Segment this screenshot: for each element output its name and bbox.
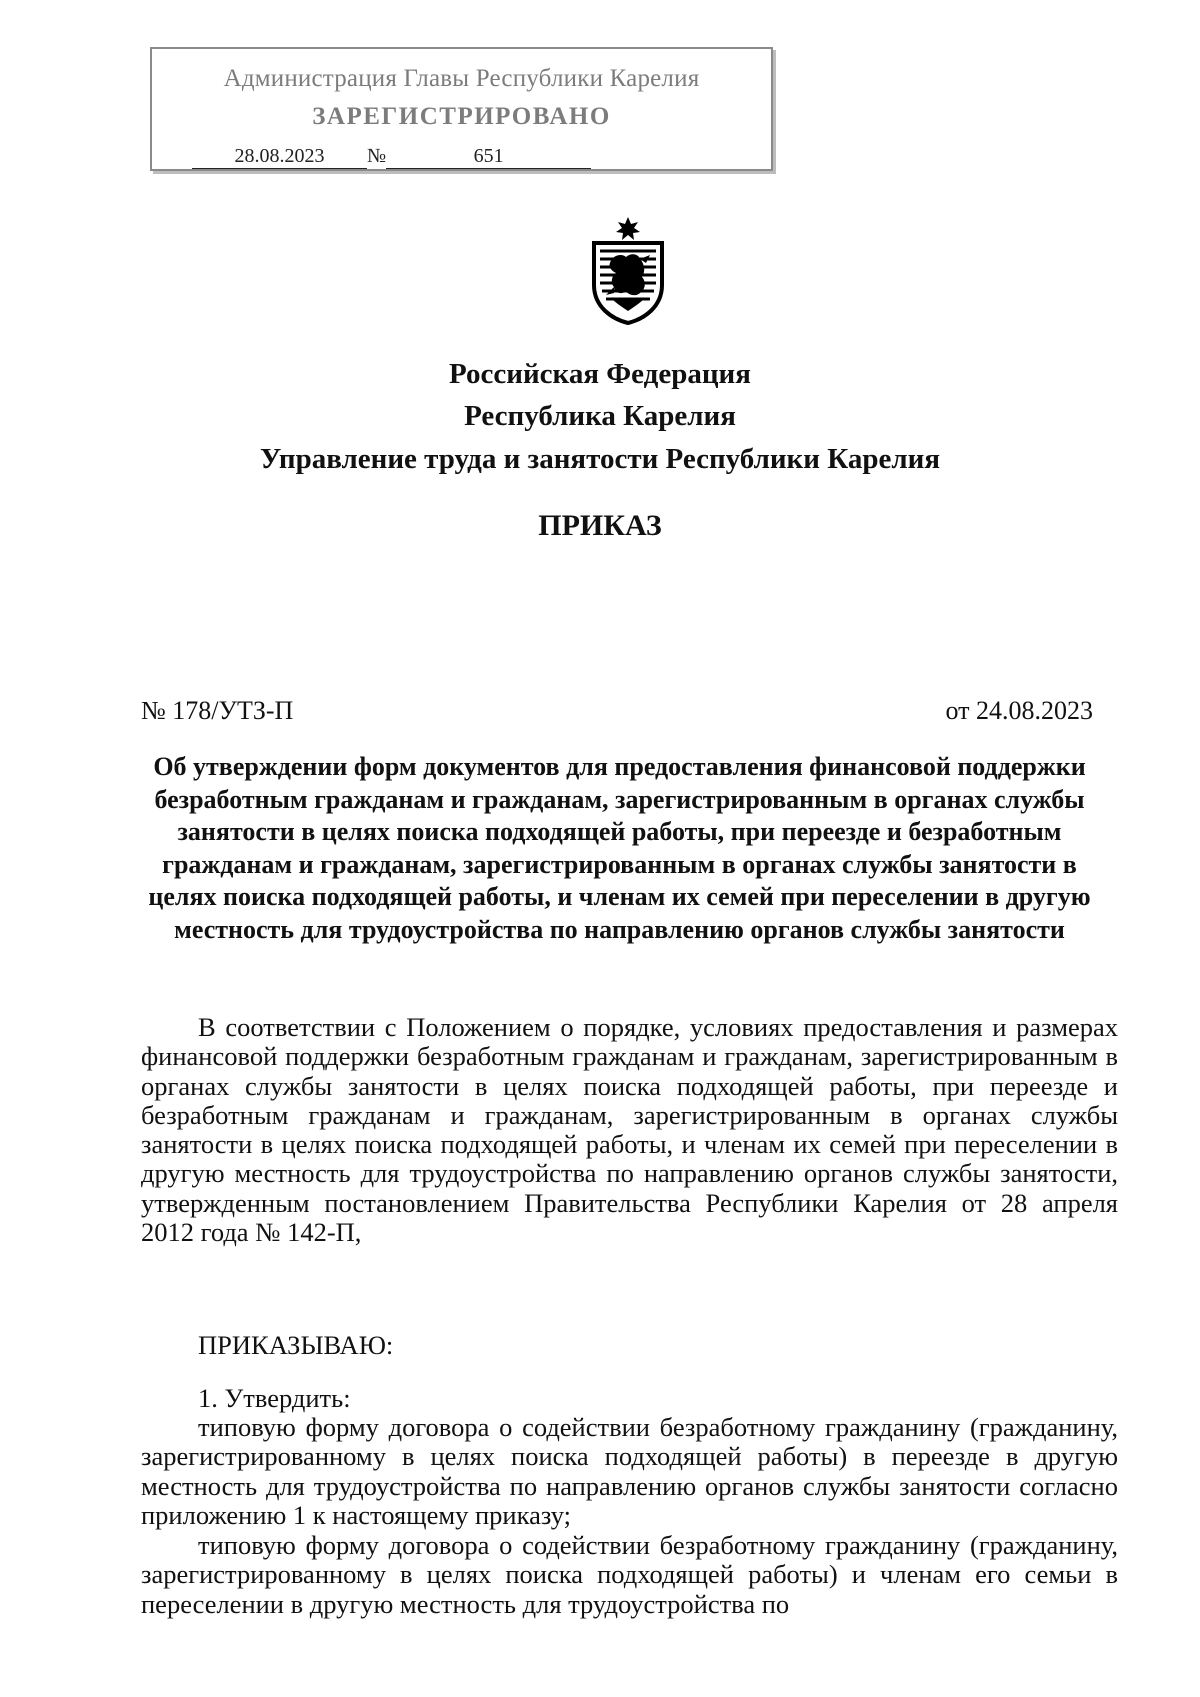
- clause-1-heading: 1. Утвердить:: [198, 1383, 351, 1413]
- registration-stamp: [150, 47, 773, 171]
- header-country: Российская Федерация: [449, 358, 751, 390]
- stamp-date: 28.08.2023: [192, 145, 367, 169]
- header-agency: Управление труда и занятости Республики Карелия: [259, 443, 941, 475]
- clause-1-item-2: типовую форму договора о содействии безработному гражданину (гражданину, зарегистрированному в целях поиска подходящей работы) и членам его семьи в переселении в другую местность для трудоустройства по: [141, 1530, 1118, 1619]
- order-number: № 178/УТЗ-П: [141, 696, 294, 725]
- order-subject: Об утверждении форм документов для предоставления финансовой поддержки безработным гражданам и гражданам, зарегистрированным в органах службы занятости в целях поиска подходящей работы, при переезде и безработным гражданам и гражданам, зарегистрированным в органах службы занятости в целях поиска подходящей работы, и членам их семей при переселении в другую местность для трудоустройства по направлению органов службы занятости: [148, 752, 1091, 944]
- document-type: ПРИКАЗ: [538, 509, 662, 542]
- stamp-status: ЗАРЕГИСТРИРОВАНО: [312, 103, 611, 130]
- order-directive: ПРИКАЗЫВАЮ:: [198, 1330, 394, 1360]
- stamp-number-sign: №: [367, 145, 387, 167]
- preamble-paragraph: В соответствии с Положением о порядке, условиях предоставления и размерах финансовой поддержки безработным гражданам и гражданам, зарегистрированным в органах службы занятости в целях поиска подходящей работы, при переезде и безработным гражданам и гражданам, зарегистрированным в органах службы занятости в целях поиска подходящей работы, и членам их семей при переселении в другую местность для трудоустройства по направлению органов службы занятости, утвержденным постановлением Правительства Республики Карелия от 28 апреля 2012 года № 142-П,: [141, 1012, 1118, 1248]
- karelia-coat-of-arms-icon: [584, 215, 672, 325]
- stamp-number: 651: [386, 145, 591, 169]
- stamp-registration-line: [192, 145, 591, 169]
- clause-1-item-1: типовую форму договора о содействии безработному гражданину (гражданину, зарегистрированному в целях поиска подходящей работы) в переезде в другую местность для трудоустройства по направлению органов службы занятости согласно приложению 1 к настоящему приказу;: [141, 1412, 1118, 1530]
- stamp-organization: Администрация Главы Республики Карелия: [223, 65, 700, 92]
- header-region: Республика Карелия: [464, 400, 736, 432]
- order-date: от 24.08.2023: [945, 696, 1093, 725]
